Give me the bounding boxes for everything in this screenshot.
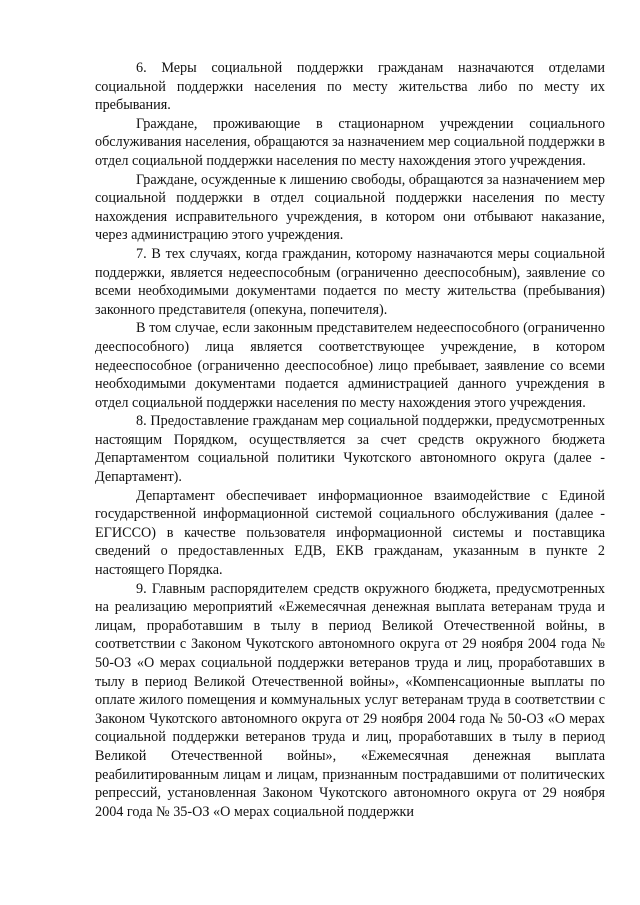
paragraph-item-8: 8. Предоставление гражданам мер социальной поддержки, предусмотренных настоящим Порядком, осуществляется за счет средств окружного бюджета Департаментом социальной политики Чукотского автономного округа (далее - Департамент). xyxy=(95,413,605,486)
paragraph-item-6: 6. Меры социальной поддержки гражданам назначаются отделами социальной поддержки населения по месту жительства либо по месту их пребывания. xyxy=(95,60,605,114)
paragraph-egisso: Департамент обеспечивает информационное взаимодействие с Единой государственной информационной системой социального обслуживания (далее - ЕГИССО) в качестве пользователя информационной системы и поставщика сведений о предоставленных ЕДВ, ЕКВ гражданам, указанным в пункте 2 настоящего Порядка. xyxy=(95,487,605,579)
paragraph-item-7: 7. В тех случаях, когда гражданин, которому назначаются меры социальной поддержки, является недееспособным (ограниченно дееспособным), заявление со всеми необходимыми документами подается по месту жительства (пребывания) законного представителя (опекуна, попечителя). xyxy=(95,245,605,318)
paragraph-legal-representative: В том случае, если законным представителем недееспособного (ограниченно дееспособного) лица является соответствующее учреждение, в котором недееспособное (ограниченно дееспособное) лицо пребывает, заявление со всеми необходимыми документами подается администрацией данного учреждения в отдел социальной поддержки населения по месту нахождения этого учреждения. xyxy=(95,320,605,411)
paragraph-item-9: 9. Главным распорядителем средств окружного бюджета, предусмотренных на реализацию мероприятий «Ежемесячная денежная выплата ветеранам труда и лицам, проработавшим в тылу в период Великой Отечественной войны, в соответствии с Законом Чукотского автономного округа от 29 ноября 2004 года № 50-ОЗ «О мерах социальной поддержки ветеранов труда и лиц, проработавших в тылу в период Великой Отечественной войны», «Компенсационные выплаты по оплате жилого помещения и коммунальных услуг ветеранам труда в соответствии с Законом Чукотского автономного округа от 29 ноября 2004 года № 50-ОЗ «О мерах социальной поддержки ветеранов труда и лиц, проработавших в тылу в период Великой Отечественной войны», «Ежемесячная денежная выплата реабилитированным лицам и лицам, признанным пострадавшими от политических репрессий, установленная Законом Чукотского автономного округа от 29 ноября 2004 года № 35-ОЗ «О мерах социальной поддержки xyxy=(95,580,605,820)
paragraph-stationary-institution: Граждане, проживающие в стационарном учреждении социального обслуживания населения, обращаются за назначением мер социальной поддержки в отдел социальной поддержки населения по месту нахождения этого учреждения. xyxy=(95,115,605,169)
paragraph-convicted-citizens: Граждане, осужденные к лишению свободы, обращаются за назначением мер социальной поддержки в отдел социальной поддержки населения по месту нахождения исправительного учреждения, в котором они отбывают наказание, через администрацию этого учреждения. xyxy=(95,171,605,244)
document-page xyxy=(95,59,605,821)
